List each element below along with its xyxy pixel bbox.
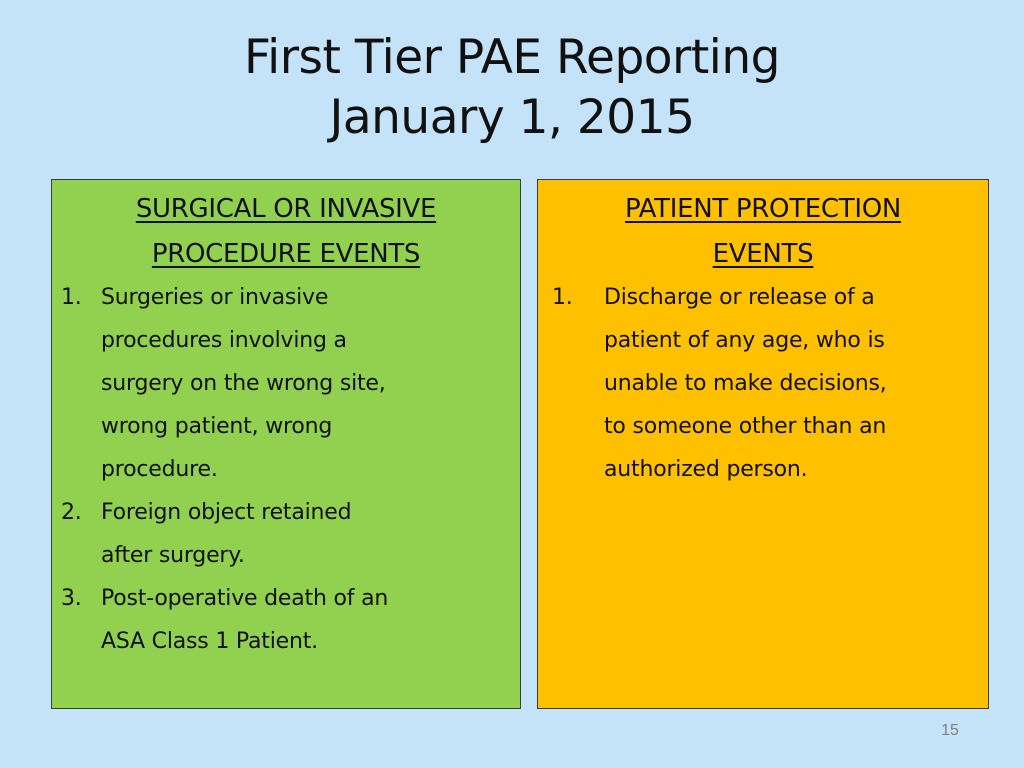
list-item	[61, 276, 520, 491]
slide-title	[0, 28, 1024, 148]
protection-heading-line-1: PATIENT PROTECTION	[624, 194, 902, 224]
list-item-text: Foreign object retained	[101, 500, 352, 525]
surgical-heading-line-2: PROCEDURE EVENTS	[151, 239, 421, 269]
page-number: 15	[941, 722, 959, 739]
list-item-text: patient of any age, who is	[604, 328, 885, 353]
surgical-events-panel	[51, 179, 521, 709]
list-item-text: authorized person.	[604, 457, 808, 482]
slide-title-line-1: First Tier PAE Reporting	[244, 30, 780, 85]
list-item-number: 1.	[552, 285, 573, 310]
slide-title-line-2: January 1, 2015	[329, 90, 695, 145]
list-item-text: wrong patient, wrong	[101, 414, 333, 439]
list-item-text: ASA Class 1 Patient.	[101, 629, 318, 654]
patient-protection-panel	[537, 179, 989, 709]
protection-heading-line-2: EVENTS	[712, 239, 814, 269]
list-item	[61, 577, 520, 663]
list-item-text: procedures involving a	[101, 328, 347, 353]
list-item-text: surgery on the wrong site,	[101, 371, 386, 396]
list-item-number: 1.	[61, 285, 82, 310]
list-item-text: to someone other than an	[604, 414, 887, 439]
list-item-text: after surgery.	[101, 543, 245, 568]
list-item-text: procedure.	[101, 457, 218, 482]
list-item	[552, 276, 988, 491]
patient-protection-heading	[538, 187, 988, 277]
surgical-events-heading	[52, 187, 520, 277]
list-item-number: 3.	[61, 586, 82, 611]
list-item-text: Surgeries or invasive	[101, 285, 329, 310]
patient-protection-list	[552, 276, 988, 491]
list-item-number: 2.	[61, 500, 82, 525]
surgical-heading-line-1: SURGICAL OR INVASIVE	[135, 194, 437, 224]
list-item-text: Post-operative death of an	[101, 586, 389, 611]
list-item	[61, 491, 520, 577]
surgical-events-list	[61, 276, 520, 663]
list-item-text: Discharge or release of a	[604, 285, 875, 310]
list-item-text: unable to make decisions,	[604, 371, 887, 396]
